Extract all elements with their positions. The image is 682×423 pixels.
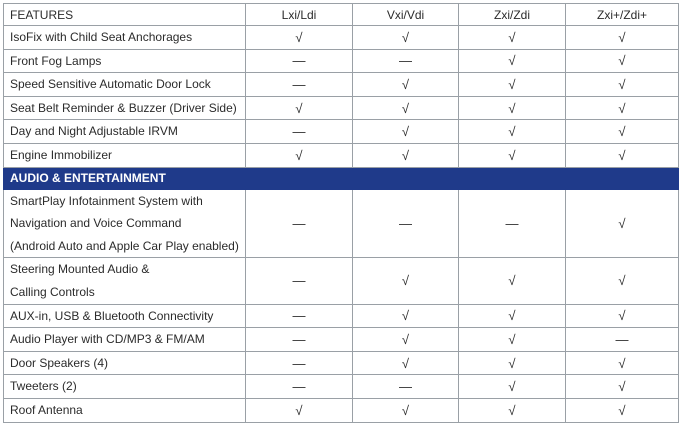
feature-label: Seat Belt Reminder & Buzzer (Driver Side) xyxy=(10,100,237,115)
table-row xyxy=(4,49,679,73)
check-mark-cell: √ xyxy=(353,351,459,375)
feature-cell xyxy=(4,304,246,328)
table-row xyxy=(4,73,679,97)
dash-mark-cell: — xyxy=(459,189,566,258)
check-mark-cell: √ xyxy=(566,49,679,73)
feature-label: IsoFix with Child Seat Anchorages xyxy=(10,30,193,44)
section-header-row xyxy=(4,167,679,189)
table-row xyxy=(4,351,679,375)
check-mark-cell: √ xyxy=(566,375,679,399)
feature-label: Front Fog Lamps xyxy=(10,53,102,68)
check-mark-cell: √ xyxy=(353,258,459,304)
check-mark-cell: √ xyxy=(459,258,566,304)
dash-mark-cell: — xyxy=(246,304,353,328)
check-mark-cell: √ xyxy=(566,96,679,120)
check-mark-cell: √ xyxy=(459,96,566,120)
feature-cell xyxy=(4,351,246,375)
check-mark-cell: √ xyxy=(566,143,679,167)
check-mark-cell: √ xyxy=(566,120,679,144)
feature-label: Navigation and Voice Command xyxy=(10,216,182,231)
check-mark-cell: √ xyxy=(353,304,459,328)
check-mark-cell: √ xyxy=(459,120,566,144)
check-mark-cell: √ xyxy=(566,26,679,50)
dash-mark-cell: — xyxy=(353,49,459,73)
feature-label: Roof Antenna xyxy=(10,402,83,417)
check-mark-cell: √ xyxy=(246,96,353,120)
feature-label: Door Speakers (4) xyxy=(10,355,109,370)
check-mark-cell: √ xyxy=(459,351,566,375)
feature-cell xyxy=(4,328,246,352)
features-table-container xyxy=(3,3,678,423)
check-mark-cell: √ xyxy=(459,375,566,399)
dash-mark-cell: — xyxy=(246,189,353,258)
check-mark-cell: √ xyxy=(566,258,679,304)
table-row xyxy=(4,26,679,50)
feature-label: Audio Player with CD/MP3 & FM/AM xyxy=(10,332,205,347)
table-row xyxy=(4,143,679,167)
header-variant-lxi-ldi: Lxi/Ldi xyxy=(246,4,353,26)
check-mark-cell: √ xyxy=(246,143,353,167)
check-mark-cell: √ xyxy=(459,398,566,422)
check-mark-cell: √ xyxy=(353,143,459,167)
feature-label: Engine Immobilizer xyxy=(10,147,113,162)
check-mark-cell: √ xyxy=(459,143,566,167)
feature-cell xyxy=(4,96,246,120)
feature-label: Calling Controls xyxy=(10,284,95,299)
dash-mark-cell: — xyxy=(353,375,459,399)
dash-mark-cell: — xyxy=(566,328,679,352)
dash-mark-cell: — xyxy=(246,49,353,73)
feature-label: (Android Auto and Apple Car Play enabled) xyxy=(10,238,239,253)
table-row xyxy=(4,398,679,422)
table-body xyxy=(4,26,679,423)
check-mark-cell: √ xyxy=(459,328,566,352)
feature-label: SmartPlay Infotainment System with xyxy=(10,193,203,208)
feature-cell xyxy=(4,143,246,167)
feature-label: Day and Night Adjustable IRVM xyxy=(10,124,178,139)
header-variant-zxi-plus-zdi-plus: Zxi+/Zdi+ xyxy=(566,4,679,26)
check-mark-cell: √ xyxy=(353,398,459,422)
table-row xyxy=(4,189,679,258)
dash-mark-cell: — xyxy=(246,375,353,399)
check-mark-cell: √ xyxy=(459,49,566,73)
check-mark-cell: √ xyxy=(246,398,353,422)
feature-cell xyxy=(4,73,246,97)
dash-mark-cell: — xyxy=(246,120,353,144)
check-mark-cell: √ xyxy=(246,26,353,50)
dash-mark-cell: — xyxy=(246,73,353,97)
header-row xyxy=(4,4,679,26)
feature-label: Speed Sensitive Automatic Door Lock xyxy=(10,77,211,92)
header-features: FEATURES xyxy=(4,4,246,26)
check-mark-cell: √ xyxy=(353,120,459,144)
check-mark-cell: √ xyxy=(566,73,679,97)
check-mark-cell: √ xyxy=(566,351,679,375)
feature-cell xyxy=(4,120,246,144)
dash-mark-cell: — xyxy=(246,328,353,352)
feature-label: Steering Mounted Audio & xyxy=(10,262,150,277)
check-mark-cell: √ xyxy=(566,398,679,422)
feature-cell xyxy=(4,49,246,73)
table-row xyxy=(4,375,679,399)
dash-mark-cell: — xyxy=(353,189,459,258)
header-variant-vxi-vdi: Vxi/Vdi xyxy=(353,4,459,26)
dash-mark-cell: — xyxy=(246,351,353,375)
table-row xyxy=(4,258,679,304)
feature-label: AUX-in, USB & Bluetooth Connectivity xyxy=(10,308,214,323)
feature-label: Tweeters (2) xyxy=(10,379,77,394)
section-title: AUDIO & ENTERTAINMENT xyxy=(4,167,679,189)
feature-cell xyxy=(4,398,246,422)
feature-cell xyxy=(4,189,246,258)
feature-cell xyxy=(4,26,246,50)
check-mark-cell: √ xyxy=(566,304,679,328)
check-mark-cell: √ xyxy=(566,189,679,258)
check-mark-cell: √ xyxy=(353,73,459,97)
table-row xyxy=(4,96,679,120)
check-mark-cell: √ xyxy=(353,26,459,50)
check-mark-cell: √ xyxy=(353,96,459,120)
feature-cell xyxy=(4,258,246,304)
feature-cell xyxy=(4,375,246,399)
features-table xyxy=(3,3,679,423)
check-mark-cell: √ xyxy=(459,304,566,328)
dash-mark-cell: — xyxy=(246,258,353,304)
table-row xyxy=(4,304,679,328)
check-mark-cell: √ xyxy=(459,73,566,97)
check-mark-cell: √ xyxy=(459,26,566,50)
table-row xyxy=(4,120,679,144)
check-mark-cell: √ xyxy=(353,328,459,352)
header-variant-zxi-zdi: Zxi/Zdi xyxy=(459,4,566,26)
table-row xyxy=(4,328,679,352)
